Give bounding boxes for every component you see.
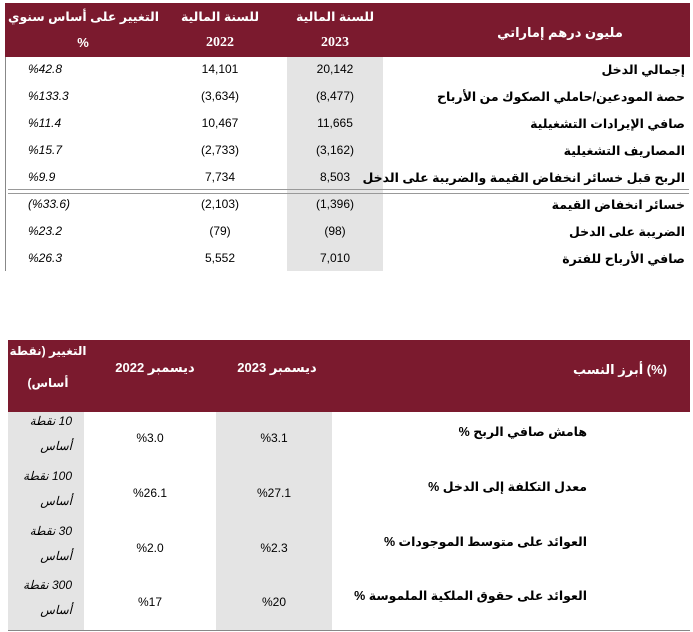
row-value-2022: (3,634): [200, 89, 240, 103]
table1-double-divider: [8, 189, 689, 194]
table1-header-change-line2: %: [77, 35, 89, 50]
row-label: صافي الأرباح للفترة: [562, 252, 685, 266]
row-value-2022: 10,467: [201, 116, 239, 130]
ratio-value-2023: %27.1: [256, 486, 292, 500]
ratio-label: العوائد على حقوق الملكية الملموسة %: [354, 589, 587, 603]
row-change: %9.9: [28, 170, 56, 184]
row-label: خسائر انخفاض القيمة: [551, 198, 685, 212]
ratio-label: معدل التكلفة إلى الدخل %: [428, 480, 587, 494]
row-label: صافي الإيرادات التشغيلية: [530, 117, 685, 131]
ratio-value-2022: %17: [137, 595, 163, 609]
table1-header-2023-line2: 2023: [321, 35, 349, 50]
row-value-2023: 11,665: [317, 116, 353, 130]
ratio-label: العوائد على متوسط الموجودات %: [383, 535, 587, 549]
row-label: المصاريف التشغيلية: [563, 144, 685, 158]
table1-header-change-line1: التغيير على أساس سنوي: [8, 10, 160, 24]
row-label: حصة المودعين/حاملي الصكوك من الأرباح: [437, 90, 685, 104]
ratio-change-line2: أساس: [40, 603, 72, 617]
ratio-change-line2: أساس: [40, 494, 72, 508]
row-change: %11.4: [28, 116, 62, 130]
row-change: %15.7: [28, 143, 63, 157]
table1-header-2023-line1: للسنة المالية: [295, 10, 375, 24]
ratio-value-2023: %3.1: [260, 431, 288, 445]
table2-header-dec2022: ديسمبر 2022: [115, 360, 195, 375]
row-label: الربح قبل خسائر انخفاض القيمة والضريبة على الدخل: [362, 171, 685, 185]
table1-left-border: [5, 57, 6, 271]
table2-header-change-line2: أساس): [27, 376, 69, 390]
ratio-change-line1: 30 نقطة: [29, 524, 72, 538]
ratio-change-line1: 10 نقطة: [29, 414, 72, 428]
ratio-value-2022: %2.0: [136, 541, 164, 555]
ratio-value-2023: %2.3: [260, 541, 288, 555]
row-change: %133.3: [28, 89, 69, 103]
table1-header-2022-line2: 2022: [206, 35, 234, 50]
table1-header-2022-line1: للسنة المالية: [180, 10, 260, 24]
row-value-2023: 8,503: [319, 170, 351, 184]
table2-bottom-border: [8, 630, 690, 631]
ratio-change-line2: أساس: [40, 439, 72, 453]
table2-header-label: أبرز النسب (%): [573, 362, 667, 377]
row-value-2023: 7,010: [319, 251, 351, 265]
row-value-2022: 14,101: [201, 62, 239, 76]
ratio-value-2022: %3.0: [136, 431, 164, 445]
table2-header-change-line1: التغيير (نقطة: [9, 344, 87, 358]
row-change: %26.3: [28, 251, 63, 265]
row-value-2022: (2,733): [200, 143, 240, 157]
row-value-2022: (2,103): [200, 197, 240, 211]
row-value-2023: (8,477): [315, 89, 355, 103]
row-value-2022: (79): [209, 224, 231, 238]
row-change: %23.2: [28, 224, 63, 238]
row-change: %42.8: [28, 62, 63, 76]
ratio-label: هامش صافي الربح %: [458, 425, 587, 439]
row-value-2023: (3,162): [315, 143, 355, 157]
row-value-2023: (98): [324, 224, 346, 238]
row-value-2023: (1,396): [315, 197, 355, 211]
row-change: (%33.6): [28, 197, 71, 211]
row-value-2022: 5,552: [204, 251, 236, 265]
row-value-2022: 7,734: [204, 170, 236, 184]
table1-header-label: مليون درهم إماراتي: [497, 25, 623, 40]
ratio-change-line2: أساس: [40, 549, 72, 563]
row-value-2023: 20,142: [316, 62, 354, 76]
ratio-value-2022: %26.1: [132, 486, 168, 500]
ratio-change-line1: 300 نقطة: [22, 578, 72, 592]
ratio-change-line1: 100 نقطة: [22, 469, 72, 483]
ratio-value-2023: %20: [261, 595, 287, 609]
row-label: الضريبة على الدخل: [568, 225, 685, 239]
table2-header-dec2023: ديسمبر 2023: [237, 360, 317, 375]
row-label: إجمالي الدخل: [601, 63, 685, 77]
